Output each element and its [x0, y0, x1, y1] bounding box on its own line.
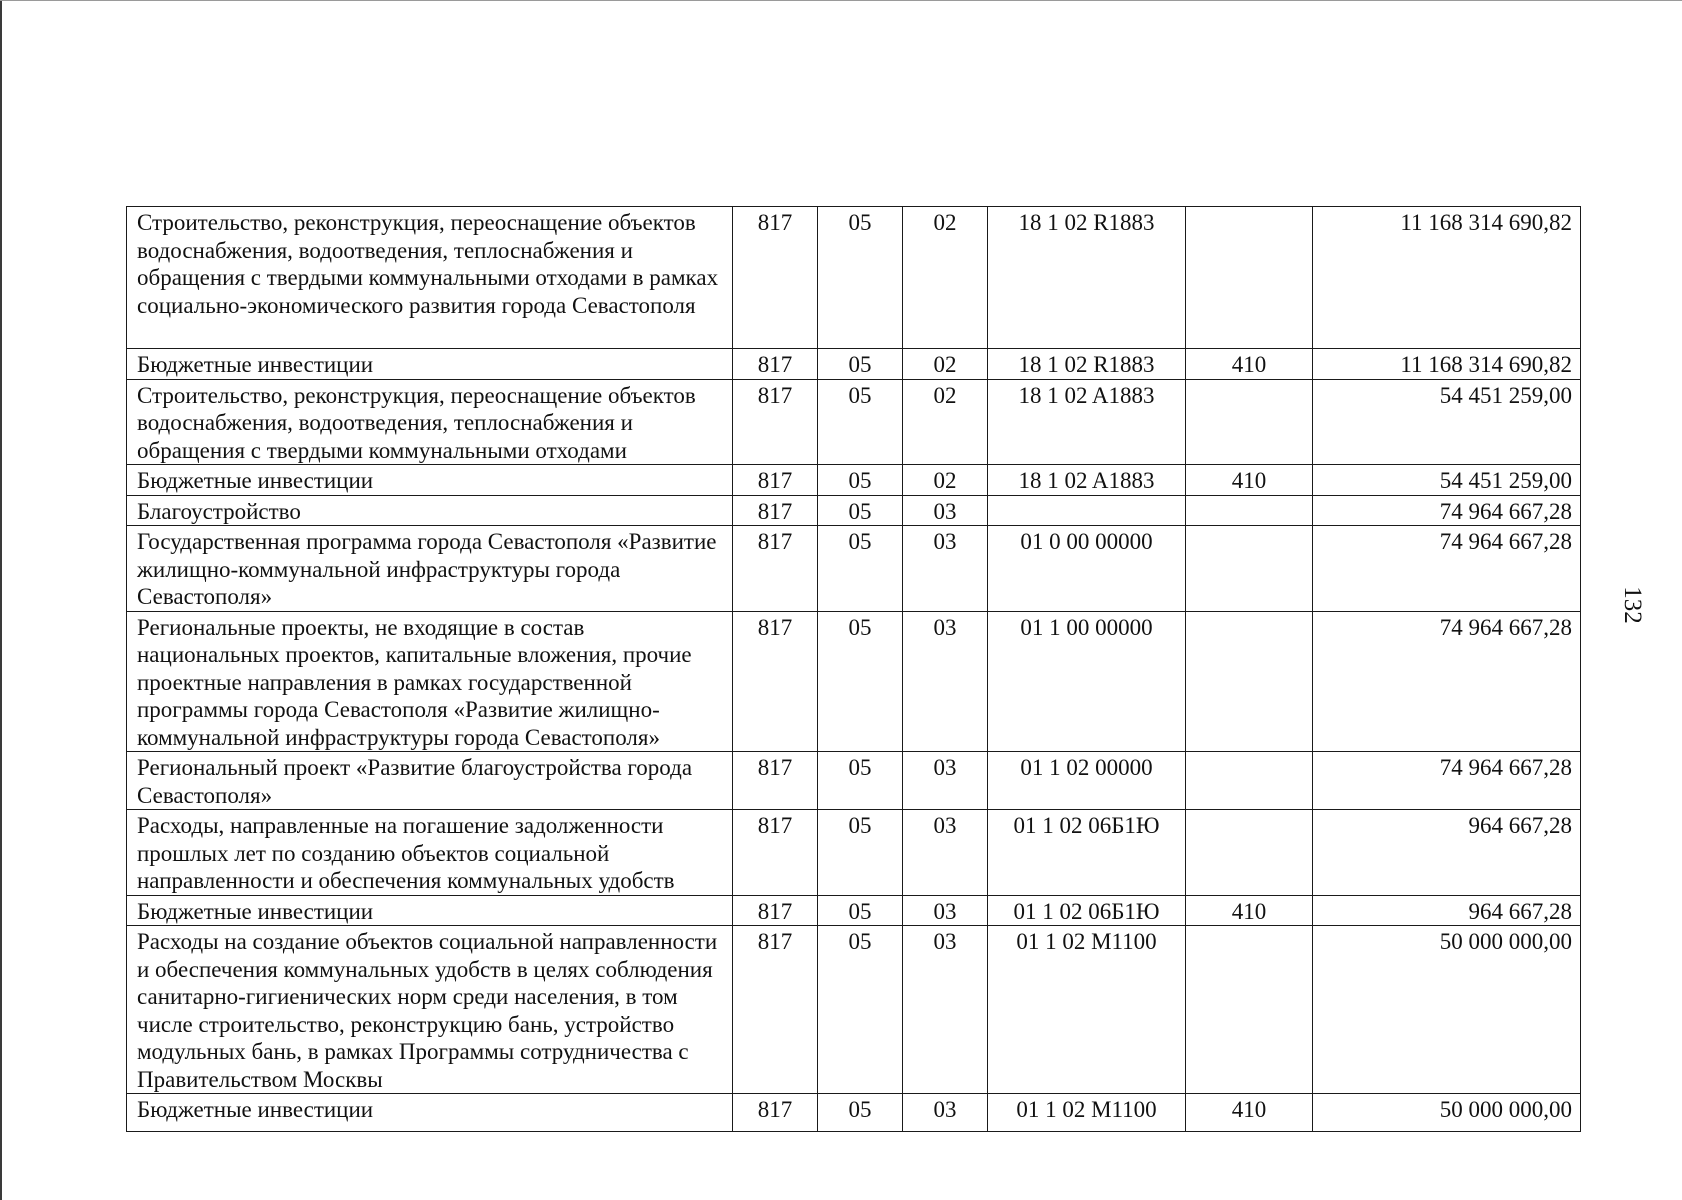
- cell-section-code: 05: [818, 379, 903, 465]
- cell-section-code: 05: [818, 465, 903, 496]
- cell-subsection-code: 02: [903, 465, 988, 496]
- cell-expense-name: Бюджетные инвестиции: [127, 1094, 733, 1132]
- cell-grbs-code: 817: [733, 349, 818, 380]
- cell-grbs-code: 817: [733, 926, 818, 1094]
- cell-grbs-code: 817: [733, 895, 818, 926]
- cell-section-code: 05: [818, 349, 903, 380]
- cell-amount: 74 964 667,28: [1313, 526, 1581, 612]
- cell-grbs-code: 817: [733, 810, 818, 896]
- cell-expense-type: 410: [1186, 349, 1313, 380]
- cell-expense-name: Расходы на создание объектов социальной направленности и обеспечения коммунальных удобств в целях соблюдения санитарно-гигиенических норм среди населения, в том числе строительство, реконструкцию бань, устройство модульных бань, в рамках Программы сотрудничества с Правительством Москвы: [127, 926, 733, 1094]
- cell-expense-type: 410: [1186, 1094, 1313, 1132]
- cell-section-code: 05: [818, 207, 903, 349]
- cell-section-code: 05: [818, 810, 903, 896]
- page-number: 132: [1619, 586, 1646, 624]
- cell-grbs-code: 817: [733, 752, 818, 810]
- cell-subsection-code: 03: [903, 526, 988, 612]
- cell-amount: 74 964 667,28: [1313, 495, 1581, 526]
- cell-amount: 54 451 259,00: [1313, 379, 1581, 465]
- cell-expense-name: Региональный проект «Развитие благоустройства города Севастополя»: [127, 752, 733, 810]
- table-row: [127, 526, 1581, 612]
- cell-subsection-code: 03: [903, 495, 988, 526]
- cell-section-code: 05: [818, 495, 903, 526]
- cell-target-article: 01 1 02 00000: [988, 752, 1186, 810]
- cell-grbs-code: 817: [733, 465, 818, 496]
- cell-grbs-code: 817: [733, 526, 818, 612]
- cell-amount: 964 667,28: [1313, 895, 1581, 926]
- table-row: [127, 810, 1581, 896]
- cell-target-article: [988, 495, 1186, 526]
- table-row: [127, 895, 1581, 926]
- cell-grbs-code: 817: [733, 1094, 818, 1132]
- cell-section-code: 05: [818, 752, 903, 810]
- table-row: [127, 349, 1581, 380]
- cell-amount: 54 451 259,00: [1313, 465, 1581, 496]
- budget-table: [126, 206, 1581, 1132]
- table-row: [127, 611, 1581, 752]
- cell-target-article: 18 1 02 A1883: [988, 379, 1186, 465]
- cell-target-article: 01 0 00 00000: [988, 526, 1186, 612]
- table-row: [127, 1094, 1581, 1132]
- cell-amount: 964 667,28: [1313, 810, 1581, 896]
- cell-target-article: 01 1 00 00000: [988, 611, 1186, 752]
- cell-subsection-code: 03: [903, 810, 988, 896]
- cell-expense-name: Расходы, направленные на погашение задолженности прошлых лет по созданию объектов социальной направленности и обеспечения коммунальных удобств: [127, 810, 733, 896]
- cell-target-article: 01 1 02 M1100: [988, 1094, 1186, 1132]
- cell-expense-name: Бюджетные инвестиции: [127, 349, 733, 380]
- cell-target-article: 01 1 02 06Б1Ю: [988, 810, 1186, 896]
- cell-expense-type: [1186, 526, 1313, 612]
- cell-target-article: 01 1 02 M1100: [988, 926, 1186, 1094]
- cell-grbs-code: 817: [733, 379, 818, 465]
- cell-section-code: 05: [818, 526, 903, 612]
- table-row: [127, 379, 1581, 465]
- cell-expense-name: Строительство, реконструкция, переоснащение объектов водоснабжения, водоотведения, теплоснабжения и обращения с твердыми коммунальными отходами: [127, 379, 733, 465]
- cell-amount: 74 964 667,28: [1313, 752, 1581, 810]
- cell-expense-type: [1186, 207, 1313, 349]
- cell-expense-name: Государственная программа города Севастополя «Развитие жилищно-коммунальной инфраструктуры города Севастополя»: [127, 526, 733, 612]
- table-row: [127, 495, 1581, 526]
- budget-table-body: [127, 207, 1581, 1132]
- cell-expense-type: 410: [1186, 895, 1313, 926]
- cell-grbs-code: 817: [733, 495, 818, 526]
- cell-target-article: 18 1 02 A1883: [988, 465, 1186, 496]
- cell-amount: 74 964 667,28: [1313, 611, 1581, 752]
- cell-subsection-code: 03: [903, 926, 988, 1094]
- cell-expense-name: Бюджетные инвестиции: [127, 465, 733, 496]
- cell-expense-name: Строительство, реконструкция, переоснащение объектов водоснабжения, водоотведения, теплоснабжения и обращения с твердыми коммунальными отходами в рамках социально-экономического развития города Севастополя: [127, 207, 733, 349]
- cell-expense-type: [1186, 810, 1313, 896]
- cell-subsection-code: 03: [903, 1094, 988, 1132]
- cell-subsection-code: 02: [903, 207, 988, 349]
- cell-target-article: 01 1 02 06Б1Ю: [988, 895, 1186, 926]
- table-row: [127, 465, 1581, 496]
- cell-expense-type: [1186, 752, 1313, 810]
- table-row: [127, 752, 1581, 810]
- cell-section-code: 05: [818, 611, 903, 752]
- scan-edge-left: [0, 0, 2, 1200]
- cell-expense-name: Благоустройство: [127, 495, 733, 526]
- cell-subsection-code: 03: [903, 611, 988, 752]
- cell-amount: 11 168 314 690,82: [1313, 349, 1581, 380]
- cell-grbs-code: 817: [733, 207, 818, 349]
- cell-target-article: 18 1 02 R1883: [988, 349, 1186, 380]
- document-sheet: [126, 206, 1581, 1132]
- cell-expense-type: [1186, 379, 1313, 465]
- table-row: [127, 207, 1581, 349]
- cell-subsection-code: 03: [903, 752, 988, 810]
- cell-expense-name: Региональные проекты, не входящие в состав национальных проектов, капитальные вложения, прочие проектные направления в рамках государственной программы города Севастополя «Развитие жилищно-коммунальной инфраструктуры города Севастополя»: [127, 611, 733, 752]
- cell-subsection-code: 02: [903, 379, 988, 465]
- cell-expense-type: [1186, 495, 1313, 526]
- cell-amount: 50 000 000,00: [1313, 1094, 1581, 1132]
- cell-amount: 50 000 000,00: [1313, 926, 1581, 1094]
- cell-section-code: 05: [818, 926, 903, 1094]
- cell-target-article: 18 1 02 R1883: [988, 207, 1186, 349]
- cell-amount: 11 168 314 690,82: [1313, 207, 1581, 349]
- cell-expense-type: [1186, 611, 1313, 752]
- scan-edge-top: [0, 0, 1682, 1]
- cell-grbs-code: 817: [733, 611, 818, 752]
- cell-expense-type: 410: [1186, 465, 1313, 496]
- table-row: [127, 926, 1581, 1094]
- cell-expense-name: Бюджетные инвестиции: [127, 895, 733, 926]
- cell-subsection-code: 02: [903, 349, 988, 380]
- cell-expense-type: [1186, 926, 1313, 1094]
- cell-section-code: 05: [818, 895, 903, 926]
- cell-subsection-code: 03: [903, 895, 988, 926]
- cell-section-code: 05: [818, 1094, 903, 1132]
